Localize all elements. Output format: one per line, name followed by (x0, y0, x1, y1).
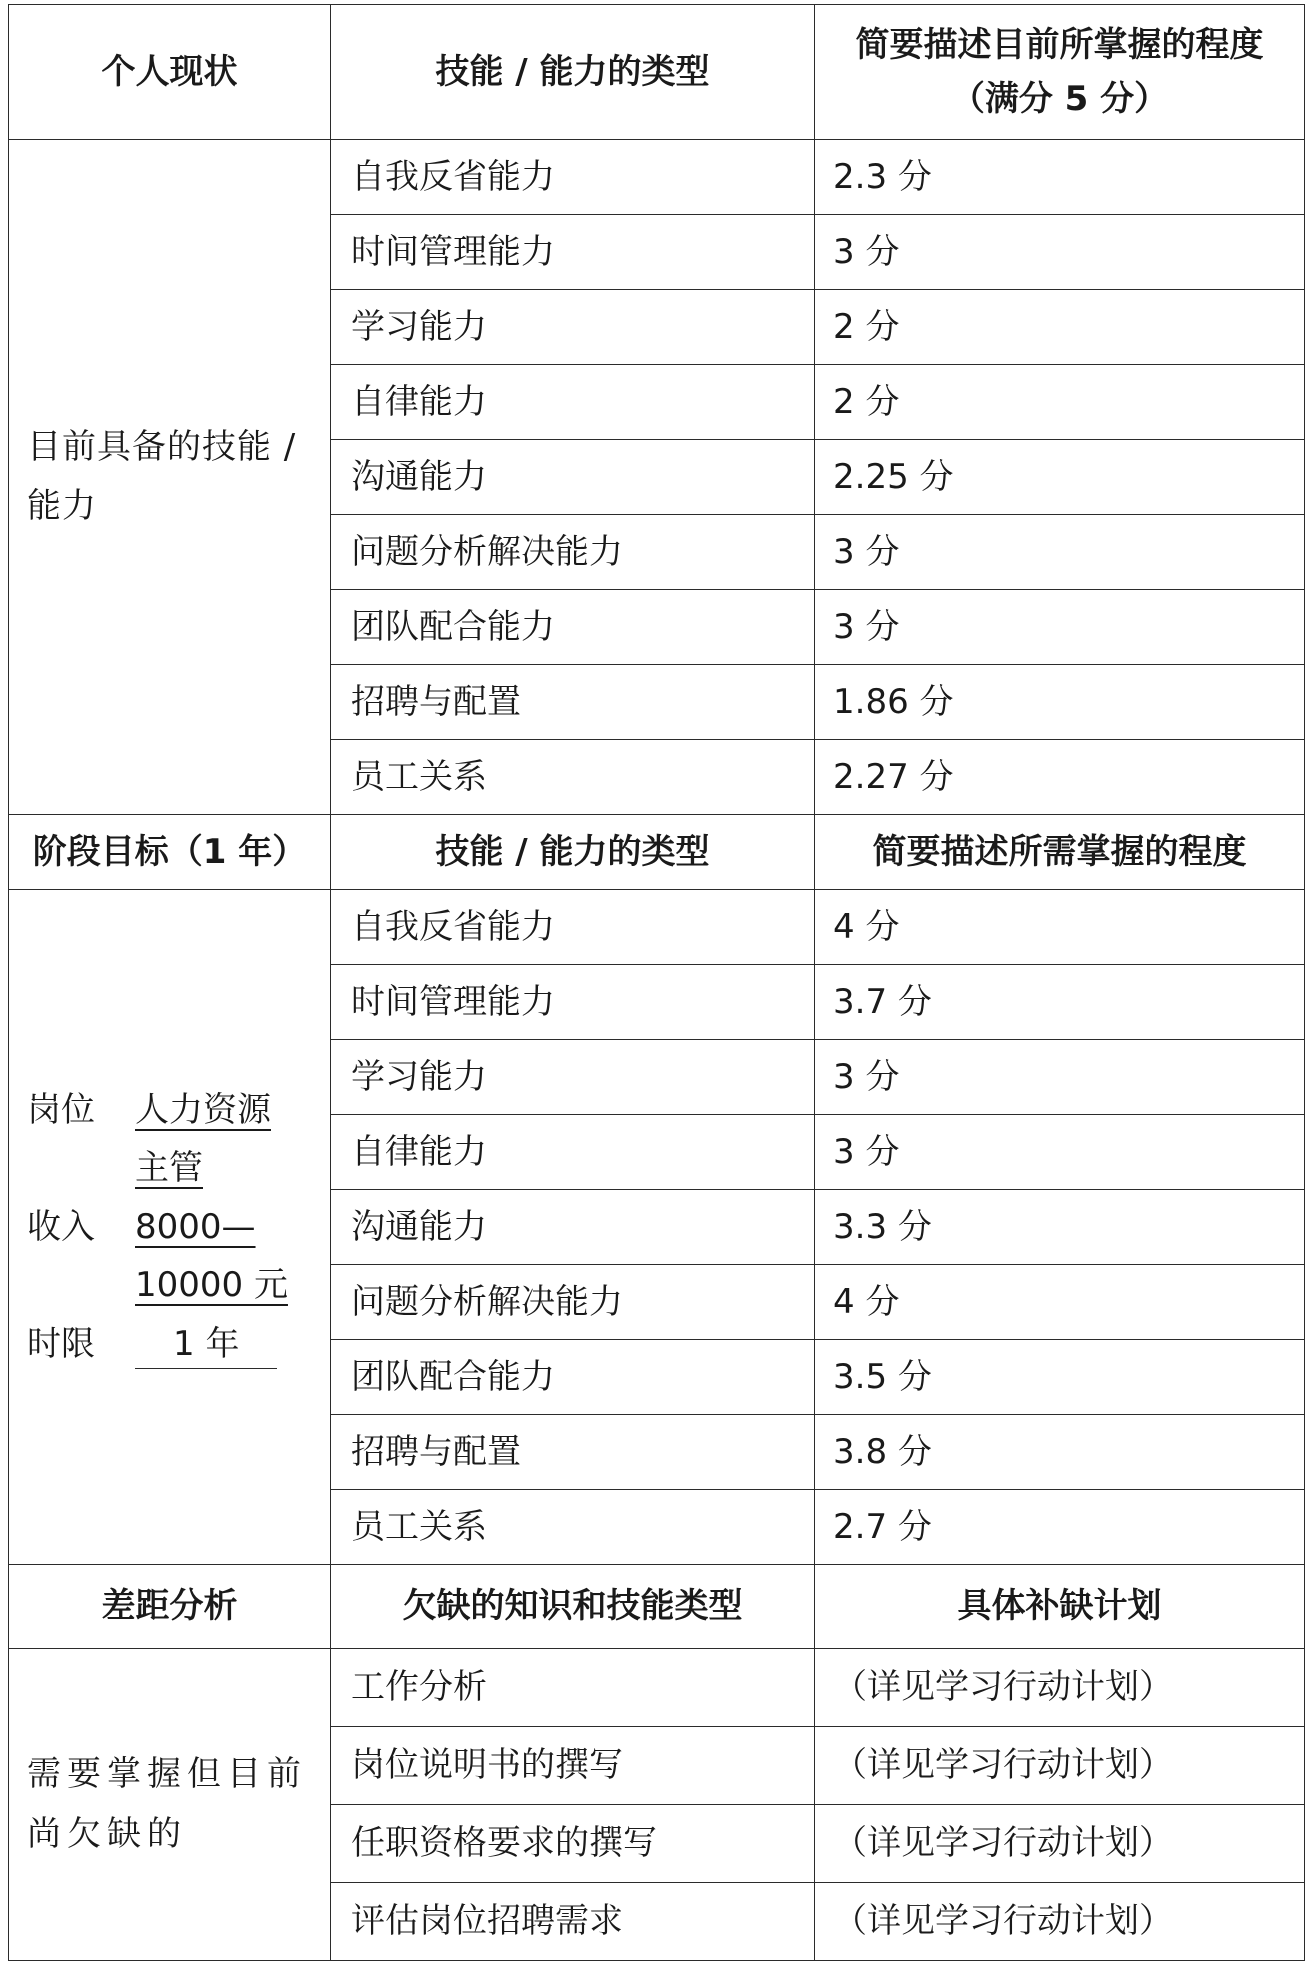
header-current-level-line1: 简要描述目前所掌握的程度 (855, 24, 1264, 65)
goal-header-stage: 阶段目标（1 年） (9, 815, 331, 890)
goal-score: 3.5 分 (815, 1340, 1305, 1415)
gap-header-plan: 具体补缺计划 (815, 1565, 1305, 1649)
header-row (9, 5, 1305, 140)
career-plan-table (8, 4, 1305, 1961)
goal-skill: 学习能力 (331, 1040, 815, 1115)
current-skill: 沟通能力 (331, 440, 815, 515)
current-score: 2 分 (815, 290, 1305, 365)
goal-skill: 自律能力 (331, 1115, 815, 1190)
current-skill: 学习能力 (331, 290, 815, 365)
current-score: 2.3 分 (815, 140, 1305, 215)
goal-section-label (9, 890, 331, 1565)
current-skill: 团队配合能力 (331, 590, 815, 665)
gap-skill: 工作分析 (331, 1649, 815, 1727)
goal-skill: 招聘与配置 (331, 1415, 815, 1490)
goal-position-value-1: 人力资源 (135, 1089, 271, 1130)
goal-time-label: 时限 (27, 1323, 95, 1364)
current-score: 2.25 分 (815, 440, 1305, 515)
current-score: 3 分 (815, 515, 1305, 590)
gap-section-label (9, 1649, 331, 1961)
goal-header-row (9, 815, 1305, 890)
header-current-level-line2: （满分 5 分） (950, 79, 1169, 119)
goal-position-value-2: 主管 (135, 1148, 203, 1189)
current-skill: 时间管理能力 (331, 215, 815, 290)
goal-score: 4 分 (815, 890, 1305, 965)
goal-score: 3.7 分 (815, 965, 1305, 1040)
goal-income-value-2: 10000 元 (135, 1265, 288, 1306)
goal-skill: 员工关系 (331, 1490, 815, 1565)
goal-header-required-level: 简要描述所需掌握的程度 (815, 815, 1305, 890)
goal-score: 2.7 分 (815, 1490, 1305, 1565)
goal-skill: 问题分析解决能力 (331, 1265, 815, 1340)
goal-score: 3 分 (815, 1115, 1305, 1190)
goal-income-label: 收入 (27, 1206, 95, 1247)
gap-plan: （详见学习行动计划） (815, 1727, 1305, 1805)
goal-details (27, 1081, 310, 1373)
current-row (9, 140, 1305, 215)
goal-skill: 团队配合能力 (331, 1340, 815, 1415)
current-score: 3 分 (815, 590, 1305, 665)
header-current-level (815, 5, 1305, 140)
current-skill: 招聘与配置 (331, 665, 815, 740)
goal-time-value: 1 年 (135, 1322, 277, 1369)
gap-label-text: 需要掌握但目前尚欠缺的 (27, 1754, 307, 1854)
gap-header-gap: 差距分析 (9, 1565, 331, 1649)
header-skill-type: 技能 / 能力的类型 (331, 5, 815, 140)
current-label-text: 目前具备的技能 / 能力 (27, 426, 297, 526)
gap-header-row (9, 1565, 1305, 1649)
current-score: 3 分 (815, 215, 1305, 290)
goal-row (9, 890, 1305, 965)
current-score: 1.86 分 (815, 665, 1305, 740)
gap-skill: 评估岗位招聘需求 (331, 1883, 815, 1961)
gap-row (9, 1649, 1305, 1727)
goal-header-skill-type: 技能 / 能力的类型 (331, 815, 815, 890)
gap-plan: （详见学习行动计划） (815, 1649, 1305, 1727)
current-skill: 自律能力 (331, 365, 815, 440)
goal-skill: 时间管理能力 (331, 965, 815, 1040)
gap-header-missing-type: 欠缺的知识和技能类型 (331, 1565, 815, 1649)
gap-plan: （详见学习行动计划） (815, 1883, 1305, 1961)
goal-score: 3 分 (815, 1040, 1305, 1115)
current-section-label (9, 140, 331, 815)
goal-position-label: 岗位 (27, 1089, 95, 1130)
goal-score: 3.8 分 (815, 1415, 1305, 1490)
goal-skill: 自我反省能力 (331, 890, 815, 965)
goal-score: 3.3 分 (815, 1190, 1305, 1265)
gap-skill: 任职资格要求的撰写 (331, 1805, 815, 1883)
goal-score: 4 分 (815, 1265, 1305, 1340)
current-skill: 问题分析解决能力 (331, 515, 815, 590)
gap-plan: （详见学习行动计划） (815, 1805, 1305, 1883)
current-score: 2 分 (815, 365, 1305, 440)
current-skill: 自我反省能力 (331, 140, 815, 215)
goal-income-value-1: 8000— (135, 1206, 256, 1247)
goal-skill: 沟通能力 (331, 1190, 815, 1265)
current-score: 2.27 分 (815, 740, 1305, 815)
header-status: 个人现状 (9, 5, 331, 140)
gap-skill: 岗位说明书的撰写 (331, 1727, 815, 1805)
current-skill: 员工关系 (331, 740, 815, 815)
